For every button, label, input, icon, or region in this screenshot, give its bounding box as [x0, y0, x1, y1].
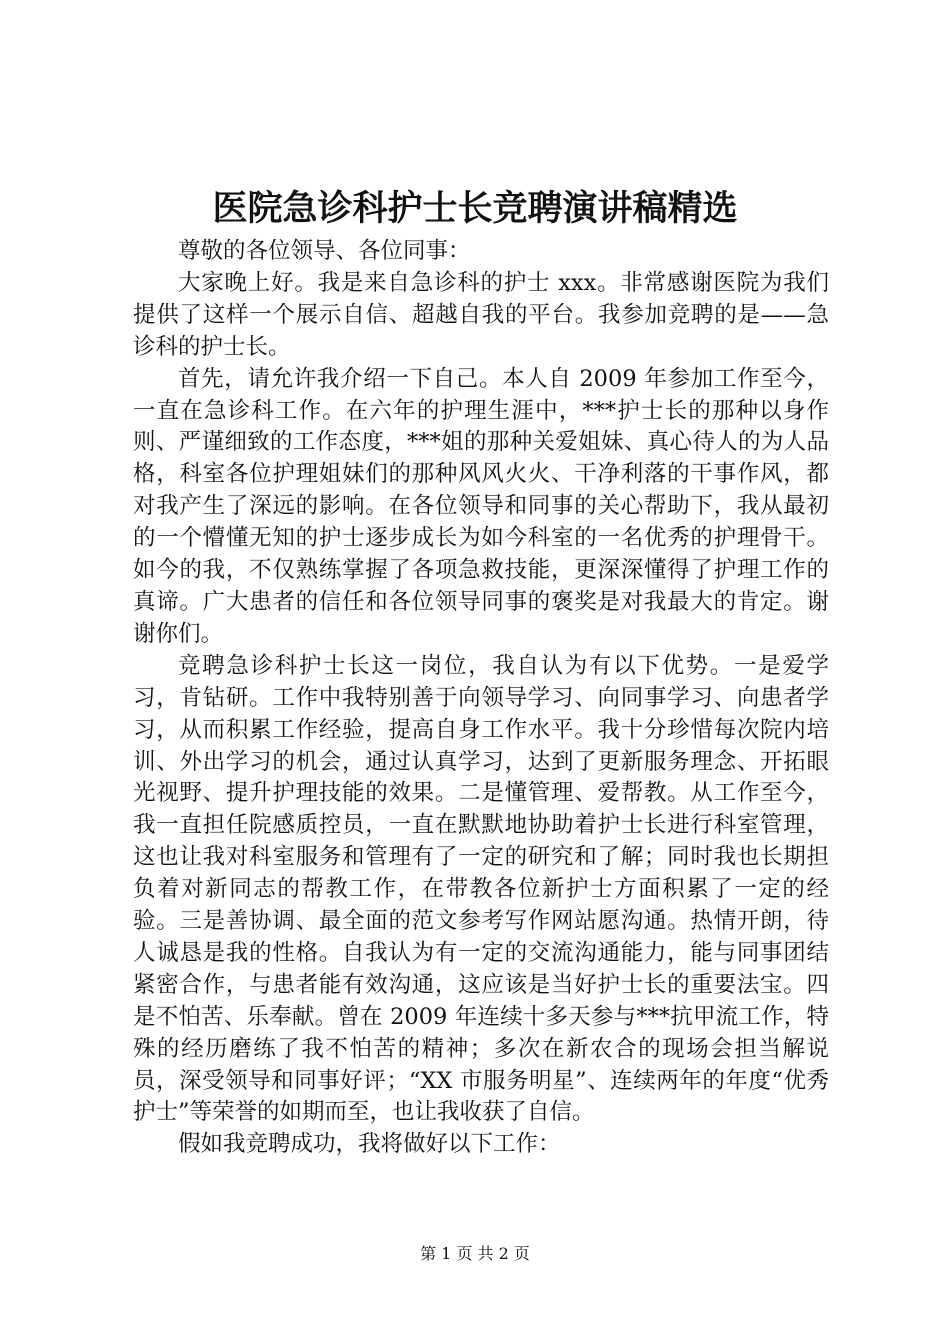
plan-paragraph: 假如我竞聘成功，我将做好以下工作： — [178, 1131, 561, 1158]
salutation-paragraph: 尊敬的各位领导、各位同事： — [178, 238, 471, 264]
document-body — [133, 236, 829, 1161]
strengths-paragraph: 竞聘急诊科护士长这一岗位，我自认为有以下优势。一是爱学习，肯钻研。工作中我特别善于向领导学习、向同事学习、向患者学习，从而积累工作经验，提高自身工作水平。我十分珍惜每次院内培训、外出学习的机会，通过认真学习，达到了更新服务理念、开拓眼光视野、提升护理技能的效果。二是懂管理、爱帮教。从工作至今，我一直担任院感质控员，一直在默默地协助着护士长进行科室管理，这也让我对科室服务和管理有了一定的研究和了解；同时我也长期担负着对新同志的帮教工作，在带教各位新护士方面积累了一定的经验。三是善协调、最全面的范文参考写作网站愿沟通。热情开朗，待人诚恳是我的性格。自我认为有一定的交流沟通能力，能与同事团结紧密合作，与患者能有效沟通，这应该是当好护士长的重要法宝。四是不怕苦、乐奉献。曾在 2009 年连续十多天参与***抗甲流工作，特殊的经历磨练了我不怕苦的精神；多次在新农合的现场会担当解说员，深受领导和同事好评；“XX 市服务明星”、连续两年的年度“优秀护士”等荣誉的如期而至，也让我收获了自信。 — [133, 652, 829, 1126]
document-title: 医院急诊科护士长竞聘演讲稿精选 — [212, 188, 738, 229]
greeting-paragraph: 大家晚上好。我是来自急诊科的护士 xxx。非常感谢医院为我们提供了这样一个展示自信、超越自我的平台。我参加竞聘的是——急诊科的护士长。 — [133, 269, 829, 360]
introduction-paragraph: 首先，请允许我介绍一下自己。本人自 2009 年参加工作至今，一直在急诊科工作。在六年的护理生涯中，***护士长的那种以身作则、严谨细致的工作态度，***姐的那种关爱姐妹、真心待人的为人品格，科室各位护理姐妹们的那种风风火火、干净利落的干事作风，都对我产生了深远的影响。在各位领导和同事的关心帮助下，我从最初的一个懵懂无知的护士逐步成长为如今科室的一名优秀的护理骨干。如今的我，不仅熟练掌握了各项急救技能，更深深懂得了护理工作的真谛。广大患者的信任和各位领导同事的褒奖是对我最大的肯定。谢谢你们。 — [133, 365, 829, 647]
page-footer: 第 1 页 共 2 页 — [420, 1244, 530, 1263]
